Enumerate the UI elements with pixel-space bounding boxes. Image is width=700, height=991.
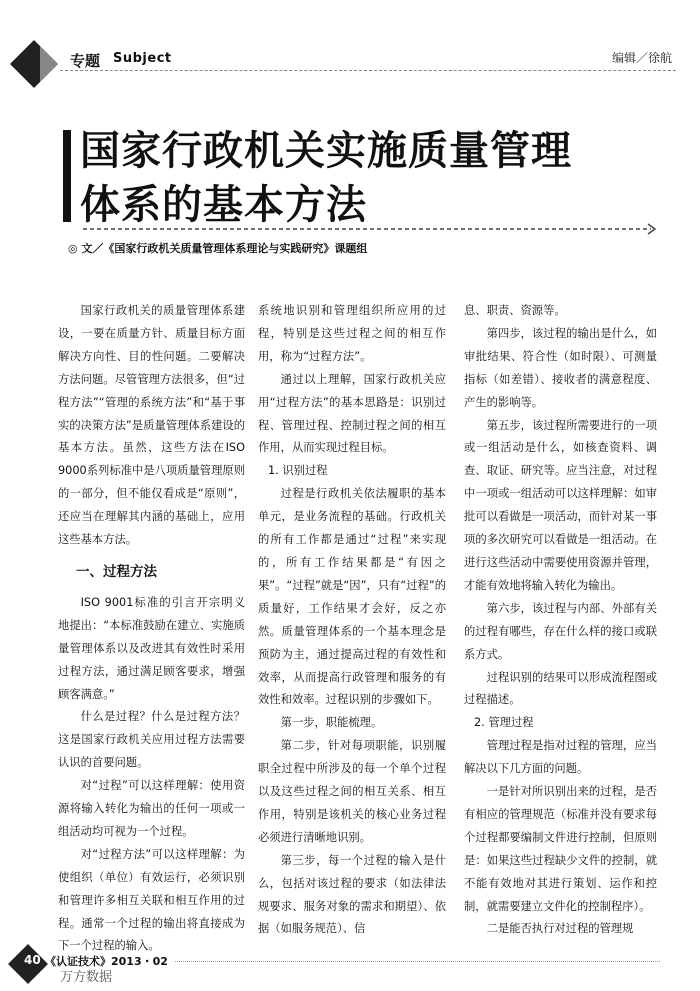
paragraph: 过程是行政机关依法履职的基本单元，是业务流程的基础。行政机关的所有工作都是通过“过程”来实现的，所有工作结果都是“有因之果”。“过程”就是“因”，只有“过程”的质量好，工作结果才会好，反之亦然。质量管理体系的一个基本理念是预防为主，通过提高过程的有效性和效率，从而提高行政管理和服务的有效性和效率。过程识别的步骤如下。 <box>258 487 446 707</box>
paragraph: 二是能否执行对过程的管理规 <box>486 922 634 936</box>
paragraph: 对“过程方法”可以这样理解：为使组织（单位）有效运行，必须识别和管理许多相互关联和相互作用的过程。通常一个过程的输出将直接成为下一个过程的输入。 <box>58 847 245 953</box>
section-diamond-icon <box>10 40 58 88</box>
column-1 <box>58 300 245 958</box>
paragraph: 系统地识别和管理组织所应用的过程，特别是这些过程之间的相互作用，称为“过程方法”。 <box>258 304 446 363</box>
paragraph: 通过以上理解，国家行政机关应用“过程方法”的基本思路是：识别过程、管理过程、控制过程之间的相互作用，从而实现过程目标。 <box>258 372 446 455</box>
paragraph: 第三步，每一个过程的输入是什么，包括对该过程的要求（如法律法规要求、服务对象的需求和期望）、依据（如服务规范）、信 <box>258 853 446 936</box>
subsection-heading: 1. 识别过程 <box>268 464 328 478</box>
section-subject-label: Subject <box>113 51 172 66</box>
section-label: 专题 <box>70 52 101 70</box>
paragraph: ISO 9001标准的引言开宗明义地提出：“本标准鼓励在建立、实施质量管理体系以及改进其有效性时采用过程方法，通过满足顾客要求，增强顾客满意。” <box>58 595 245 701</box>
article-title-line-1: 国家行政机关实施质量管理 <box>80 127 572 174</box>
article-title-line-2: 体系的基本方法 <box>80 181 367 228</box>
title-accent-bar <box>63 130 71 222</box>
column-3 <box>464 300 657 941</box>
paragraph: 第二步，针对每项职能，识别履职全过程中所涉及的每一个单个过程以及这些过程之间的相互关系、相互作用，特别是该机关的核心业务过程必须进行清晰地识别。 <box>258 739 446 844</box>
section-heading: 一、过程方法 <box>76 563 157 580</box>
paragraph: 息、职责、资源等。 <box>464 304 566 317</box>
footer-divider <box>175 961 660 962</box>
paragraph: 第四步，该过程的输出是什么，如审批结果、符合性（如时限）、可测量指标（如差错）、接收者的满意程度、产生的影响等。 <box>464 326 657 409</box>
title-arrow-divider <box>63 222 663 236</box>
paragraph: 管理过程是指对过程的管理，应当解决以下几方面的问题。 <box>464 739 657 776</box>
column-2 <box>258 300 446 941</box>
paragraph: 什么是过程？什么是过程方法？这是国家行政机关应用过程方法需要认识的首要问题。 <box>58 710 245 770</box>
byline: ◎ 文／《国家行政机关质量管理体系理论与实践研究》课题组 <box>68 242 368 255</box>
subsection-heading: 2. 管理过程 <box>474 716 534 730</box>
paragraph: 第六步，该过程与内部、外部有关的过程有哪些，存在什么样的接口或联系方式。 <box>464 601 657 661</box>
journal-issue: 《认证技术》2013・02 <box>45 955 168 968</box>
paragraph: 第五步，该过程所需要进行的一项或一组活动是什么，如核查资料、调查、取证、研究等。应当注意，对过程中一项或一组活动可以这样理解：如审批可以看做是一项活动，而针对某一事项的多次研究可以看做是一组活动。在进行这些活动中需要使用资源并管理，才能有效地将输入转化为输出。 <box>464 418 657 592</box>
paragraph: 国家行政机关的质量管理体系建设，一要在质量方针、质量目标方面解决方向性、目的性问题。二要解决方法问题。尽管管理方法很多，但“过程方法”“管理的系统方法”和“基于事实的决策方法”是质量管理体系建设的基本方法。虽然，这些方法在ISO 9000系列标准中是八项质量管理原则的一部分，但不能仅看成是“原则”，还应当在理解其内涵的基础上，应用这些基本方法。 <box>58 304 245 547</box>
header-divider <box>60 70 676 71</box>
paragraph: 第一步，职能梳理。 <box>280 716 383 730</box>
paragraph: 一是针对所识别出来的过程，是否有相应的管理规范（标准并没有要求每个过程都要编制文件进行控制，但原则是：如果这些过程缺少文件的控制，就不能有效地对其进行策划、运作和控制，就需要建立文件化的控制程序）。 <box>464 785 657 913</box>
paragraph: 对“过程”可以这样理解：使用资源将输入转化为输出的任何一项或一组活动均可视为一个过程。 <box>58 779 245 838</box>
paragraph: 过程识别的结果可以形成流程图或过程描述。 <box>464 670 657 707</box>
page-number: 40 <box>24 953 41 967</box>
watermark: 万方数据 <box>60 970 113 985</box>
editor-credit: 编辑／徐航 <box>611 51 672 65</box>
